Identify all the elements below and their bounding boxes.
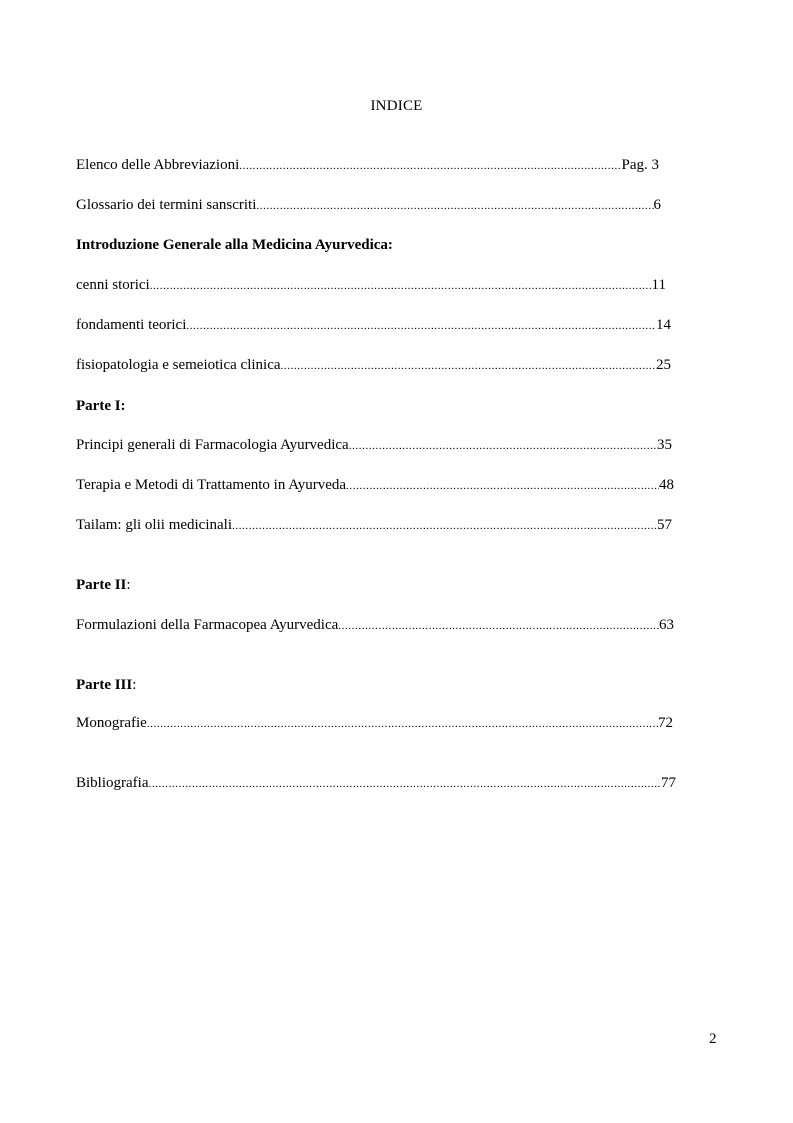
section-heading-parte-ii xyxy=(76,575,131,595)
toc-entry-label: cenni storici xyxy=(76,277,150,293)
toc-entry-label: fisiopatologia e semeiotica clinica xyxy=(76,357,281,373)
toc-entry-label: Terapia e Metodi di Trattamento in Ayurveda xyxy=(76,477,347,493)
dot-leader xyxy=(338,616,659,636)
section-heading-label: Parte I: xyxy=(76,398,126,414)
toc-entry-abbreviazioni xyxy=(76,155,659,176)
dot-leader xyxy=(256,196,653,216)
toc-entry-monografie xyxy=(76,713,673,734)
section-heading-suffix: : xyxy=(132,677,137,693)
toc-entry-page: 6 xyxy=(653,197,661,213)
toc-entry-principi xyxy=(76,435,672,456)
dot-leader xyxy=(147,714,658,734)
toc-entry-fondamenti-teorici xyxy=(76,315,671,336)
toc-entry-fisiopatologia xyxy=(76,355,671,376)
dot-leader xyxy=(186,316,656,336)
toc-entry-page: 35 xyxy=(657,437,672,453)
toc-entry-label: Monografie xyxy=(76,715,147,731)
dot-leader xyxy=(346,476,659,496)
page-number: 2 xyxy=(709,1031,717,1047)
toc-entry-page: 77 xyxy=(661,775,676,791)
toc-entry-cenni-storici xyxy=(76,275,666,296)
page-title: INDICE xyxy=(370,98,423,114)
toc-entry-label: Tailam: gli olii medicinali xyxy=(76,517,232,533)
toc-entry-label: Formulazioni della Farmacopea Ayurvedica xyxy=(76,617,339,633)
dot-leader xyxy=(281,356,656,376)
toc-entry-label: Bibliografia xyxy=(76,775,149,791)
section-heading-label: Parte II xyxy=(76,577,127,593)
toc-entry-tailam xyxy=(76,515,672,536)
toc-entry-terapia xyxy=(76,475,674,496)
section-heading-parte-iii xyxy=(76,675,136,695)
toc-entry-page: Pag. 3 xyxy=(621,157,659,173)
toc-entry-page: 57 xyxy=(657,517,672,533)
toc-entry-glossario xyxy=(76,195,661,216)
toc-entry-page: 11 xyxy=(651,277,666,293)
toc-entry-formulazioni xyxy=(76,615,674,636)
toc-entry-page: 48 xyxy=(659,477,674,493)
toc-entry-page: 14 xyxy=(656,317,671,333)
dot-leader xyxy=(232,516,657,536)
dot-leader xyxy=(239,156,621,176)
toc-entry-page: 72 xyxy=(658,715,673,731)
toc-entry-label: fondamenti teorici xyxy=(76,317,187,333)
dot-leader xyxy=(349,436,657,456)
section-heading-introduzione xyxy=(76,235,393,255)
toc-entry-label: Glossario dei termini sanscriti xyxy=(76,197,257,213)
dot-leader xyxy=(148,774,661,794)
toc-entry-bibliografia xyxy=(76,773,676,794)
section-heading-parte-i xyxy=(76,396,126,416)
dot-leader xyxy=(150,276,652,296)
toc-entry-label: Principi generali di Farmacologia Ayurvedica xyxy=(76,437,349,453)
toc-entry-page: 25 xyxy=(656,357,671,373)
section-heading-suffix: : xyxy=(126,577,131,593)
section-heading-label: Introduzione Generale alla Medicina Ayurvedica: xyxy=(76,237,393,253)
section-heading-label: Parte III xyxy=(76,677,133,693)
toc-entry-label: Elenco delle Abbreviazioni xyxy=(76,157,240,173)
toc-entry-page: 63 xyxy=(659,617,674,633)
